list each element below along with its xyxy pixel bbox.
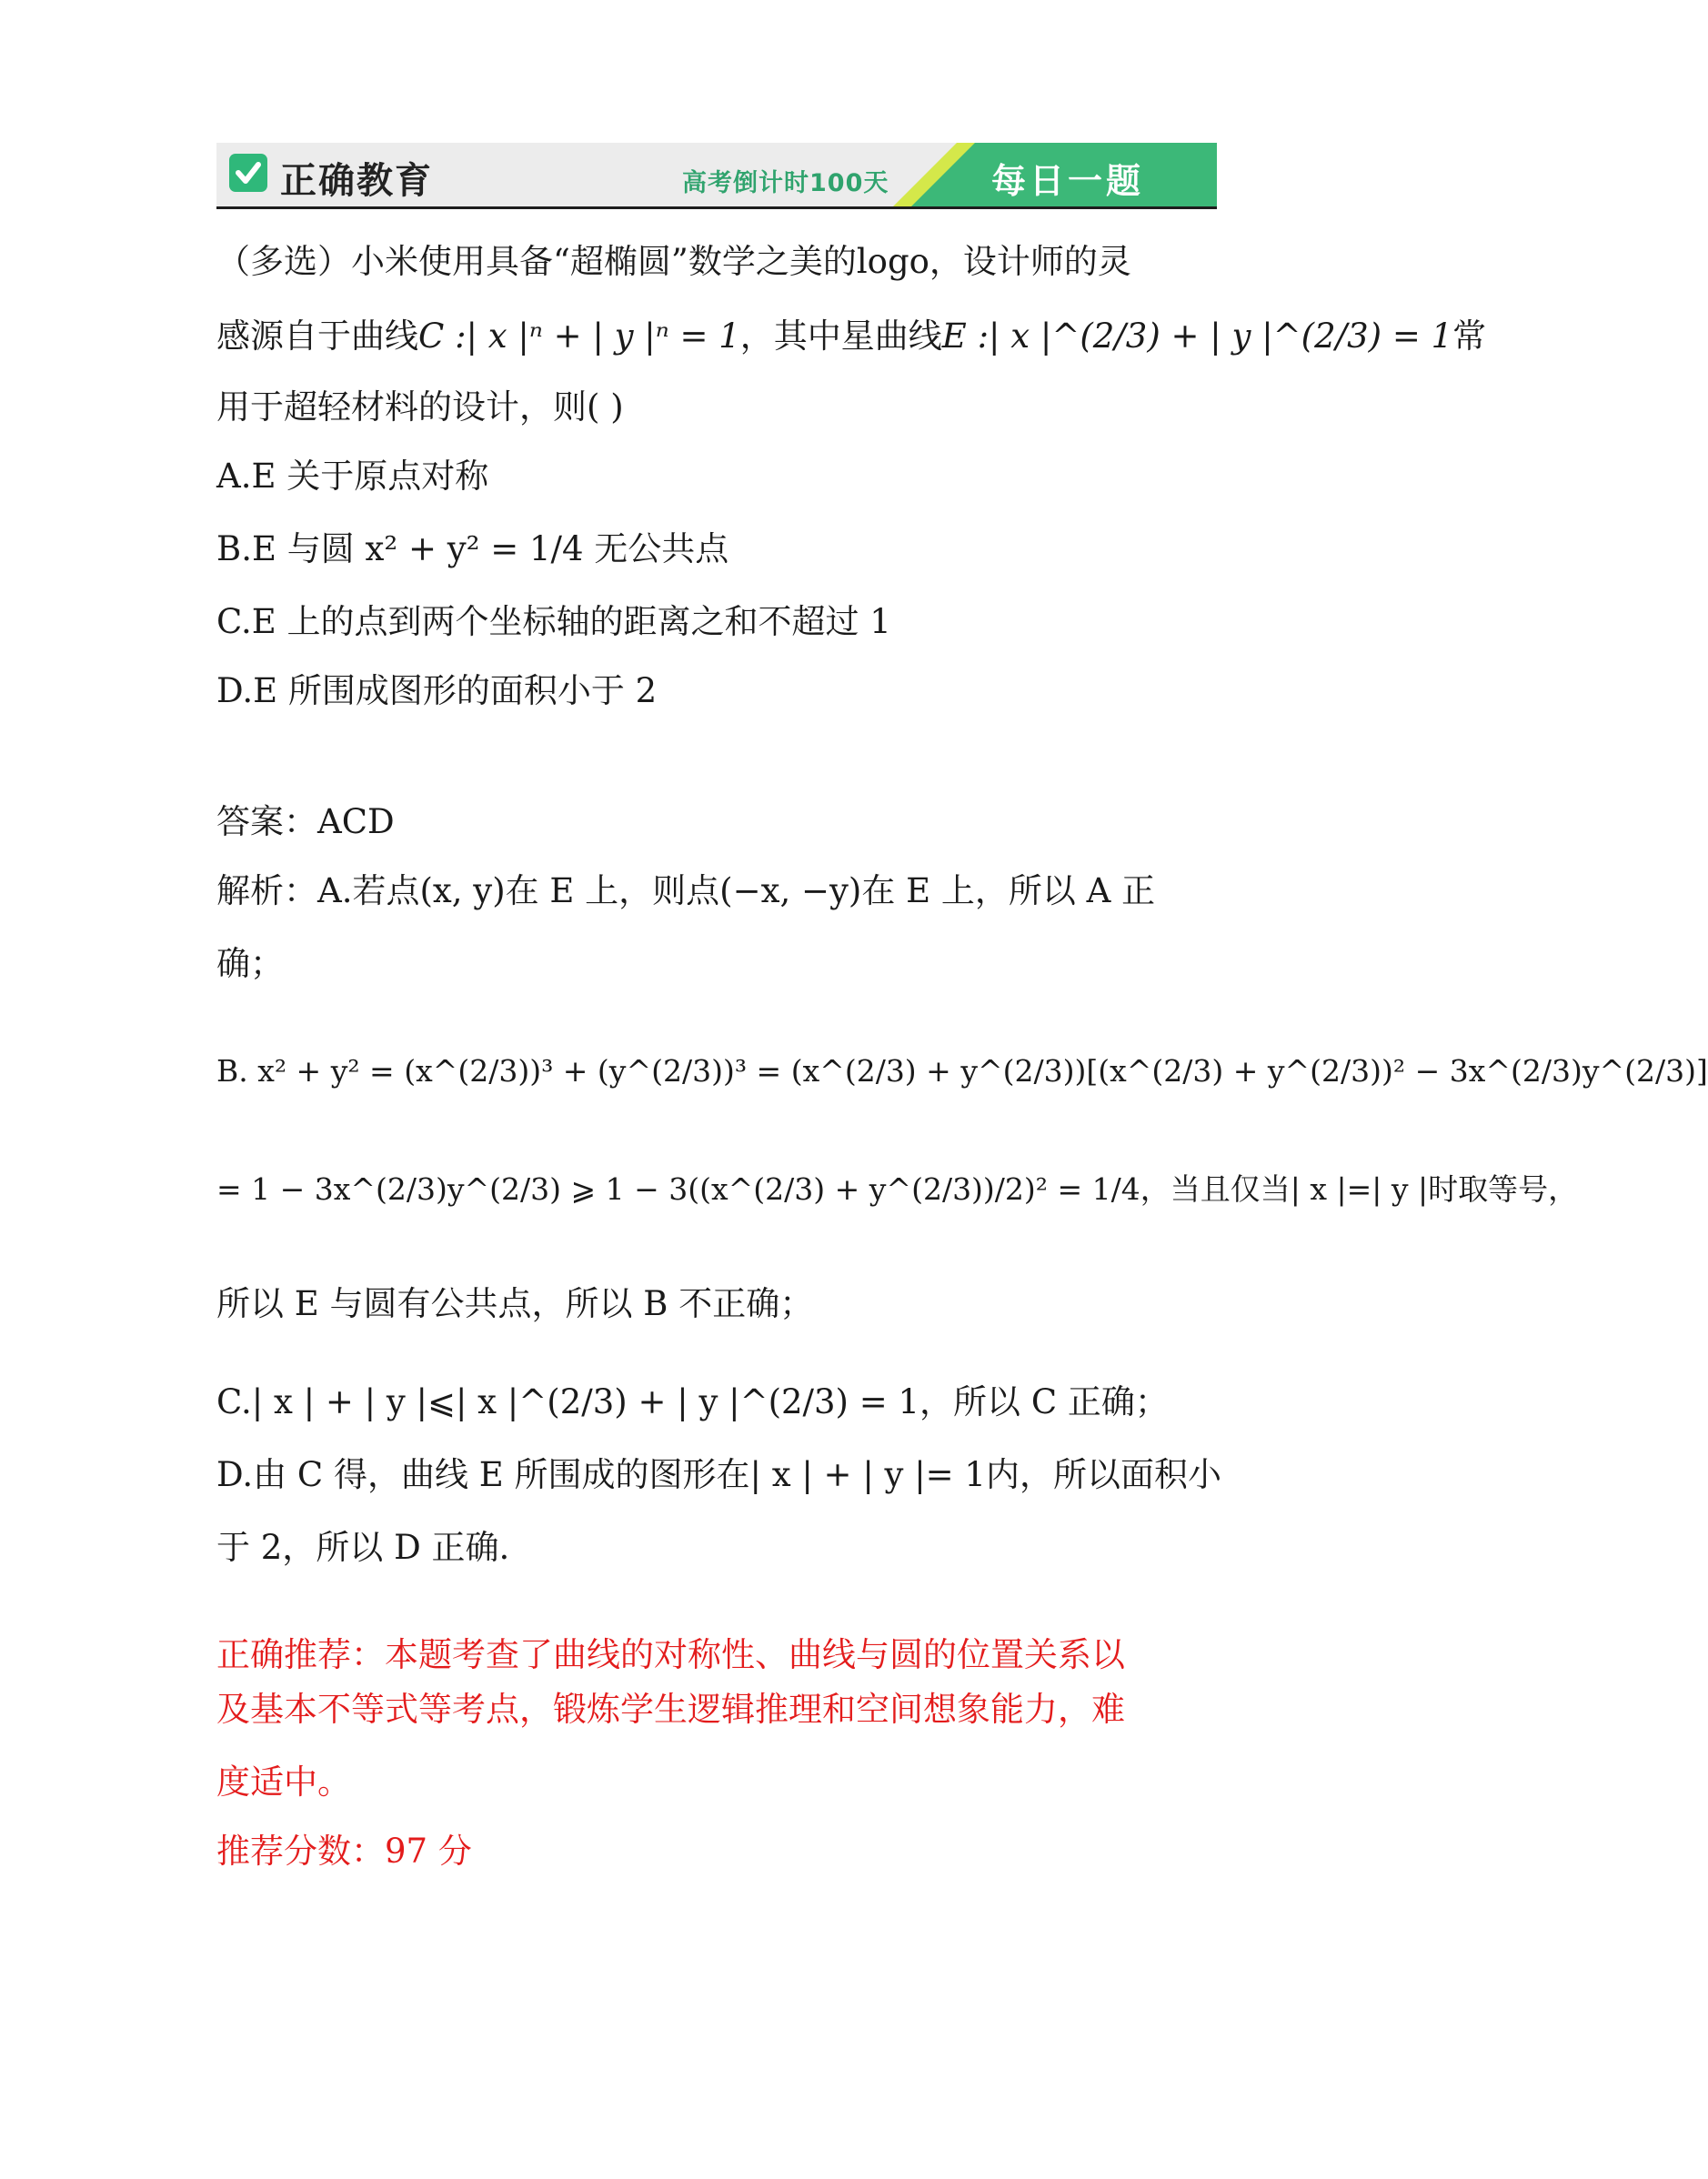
recommend-line-2: 及基本不等式等考点，锻炼学生逻辑推理和空间想象能力，难 bbox=[216, 1690, 1125, 1729]
tag-text: 每日一题 bbox=[991, 161, 1145, 201]
analysis-a-line-1: 解析：A.若点(x, y)在 E 上，则点(−x, −y)在 E 上，所以 A 正 bbox=[216, 871, 1156, 910]
analysis-d-line-1: D.由 C 得，曲线 E 所围成的图形在| x | + | y |= 1内，所以面积小 bbox=[216, 1455, 1221, 1494]
question-line-3: 用于超轻材料的设计，则( ) bbox=[216, 387, 624, 427]
analysis-d-line-2: 于 2，所以 D 正确. bbox=[216, 1528, 510, 1567]
daily-question-tag bbox=[900, 143, 1217, 206]
recommend-score: 推荐分数：97 分 bbox=[216, 1832, 472, 1871]
analysis-b-line-3: 所以 E 与圆有公共点，所以 B 不正确； bbox=[216, 1284, 814, 1323]
analysis-c: C.| x | + | y |⩽| x |^(2/3) + | y |^(2/3) = 1，所以 C 正确； bbox=[216, 1382, 1169, 1421]
checkmark-icon bbox=[229, 154, 267, 192]
header-banner bbox=[216, 143, 1217, 209]
question-line-1: （多选）小米使用具备“超椭圆”数学之美的logo，设计师的灵 bbox=[216, 242, 1131, 281]
analysis-b-line-2: = 1 − 3x^(2/3)y^(2/3) ⩾ 1 − 3((x^(2/3) + y^(2/3))/2)² = 1/4，当且仅当| x |=| y |时取等号， bbox=[216, 1171, 1579, 1207]
answer-label: 答案：ACD bbox=[216, 802, 395, 841]
recommend-line-3: 度适中。 bbox=[216, 1762, 351, 1802]
question-line-2: 感源自于曲线C :| x |ⁿ + | y |ⁿ = 1，其中星曲线E :| x |^(2/3) + | y |^(2/3) = 1常 bbox=[216, 316, 1487, 356]
brand-name: 正确教育 bbox=[280, 160, 433, 202]
option-d: D.E 所围成图形的面积小于 2 bbox=[216, 671, 658, 710]
analysis-b-line-1: B. x² + y² = (x^(2/3))³ + (y^(2/3))³ = (x^(2/3) + y^(2/3))[(x^(2/3) + y^(2/3))² − 3x^(2/3)y^(2/3)] bbox=[216, 1053, 1708, 1089]
analysis-a-line-2: 确； bbox=[216, 944, 284, 983]
option-b: B.E 与圆 x² + y² = 1/4 无公共点 bbox=[216, 529, 729, 568]
recommend-line-1: 正确推荐：本题考查了曲线的对称性、曲线与圆的位置关系以 bbox=[216, 1635, 1125, 1674]
option-c: C.E 上的点到两个坐标轴的距离之和不超过 1 bbox=[216, 602, 891, 641]
option-a: A.E 关于原点对称 bbox=[216, 457, 489, 496]
countdown-text: 高考倒计时100天 bbox=[682, 169, 889, 197]
question-content bbox=[216, 218, 1708, 1879]
